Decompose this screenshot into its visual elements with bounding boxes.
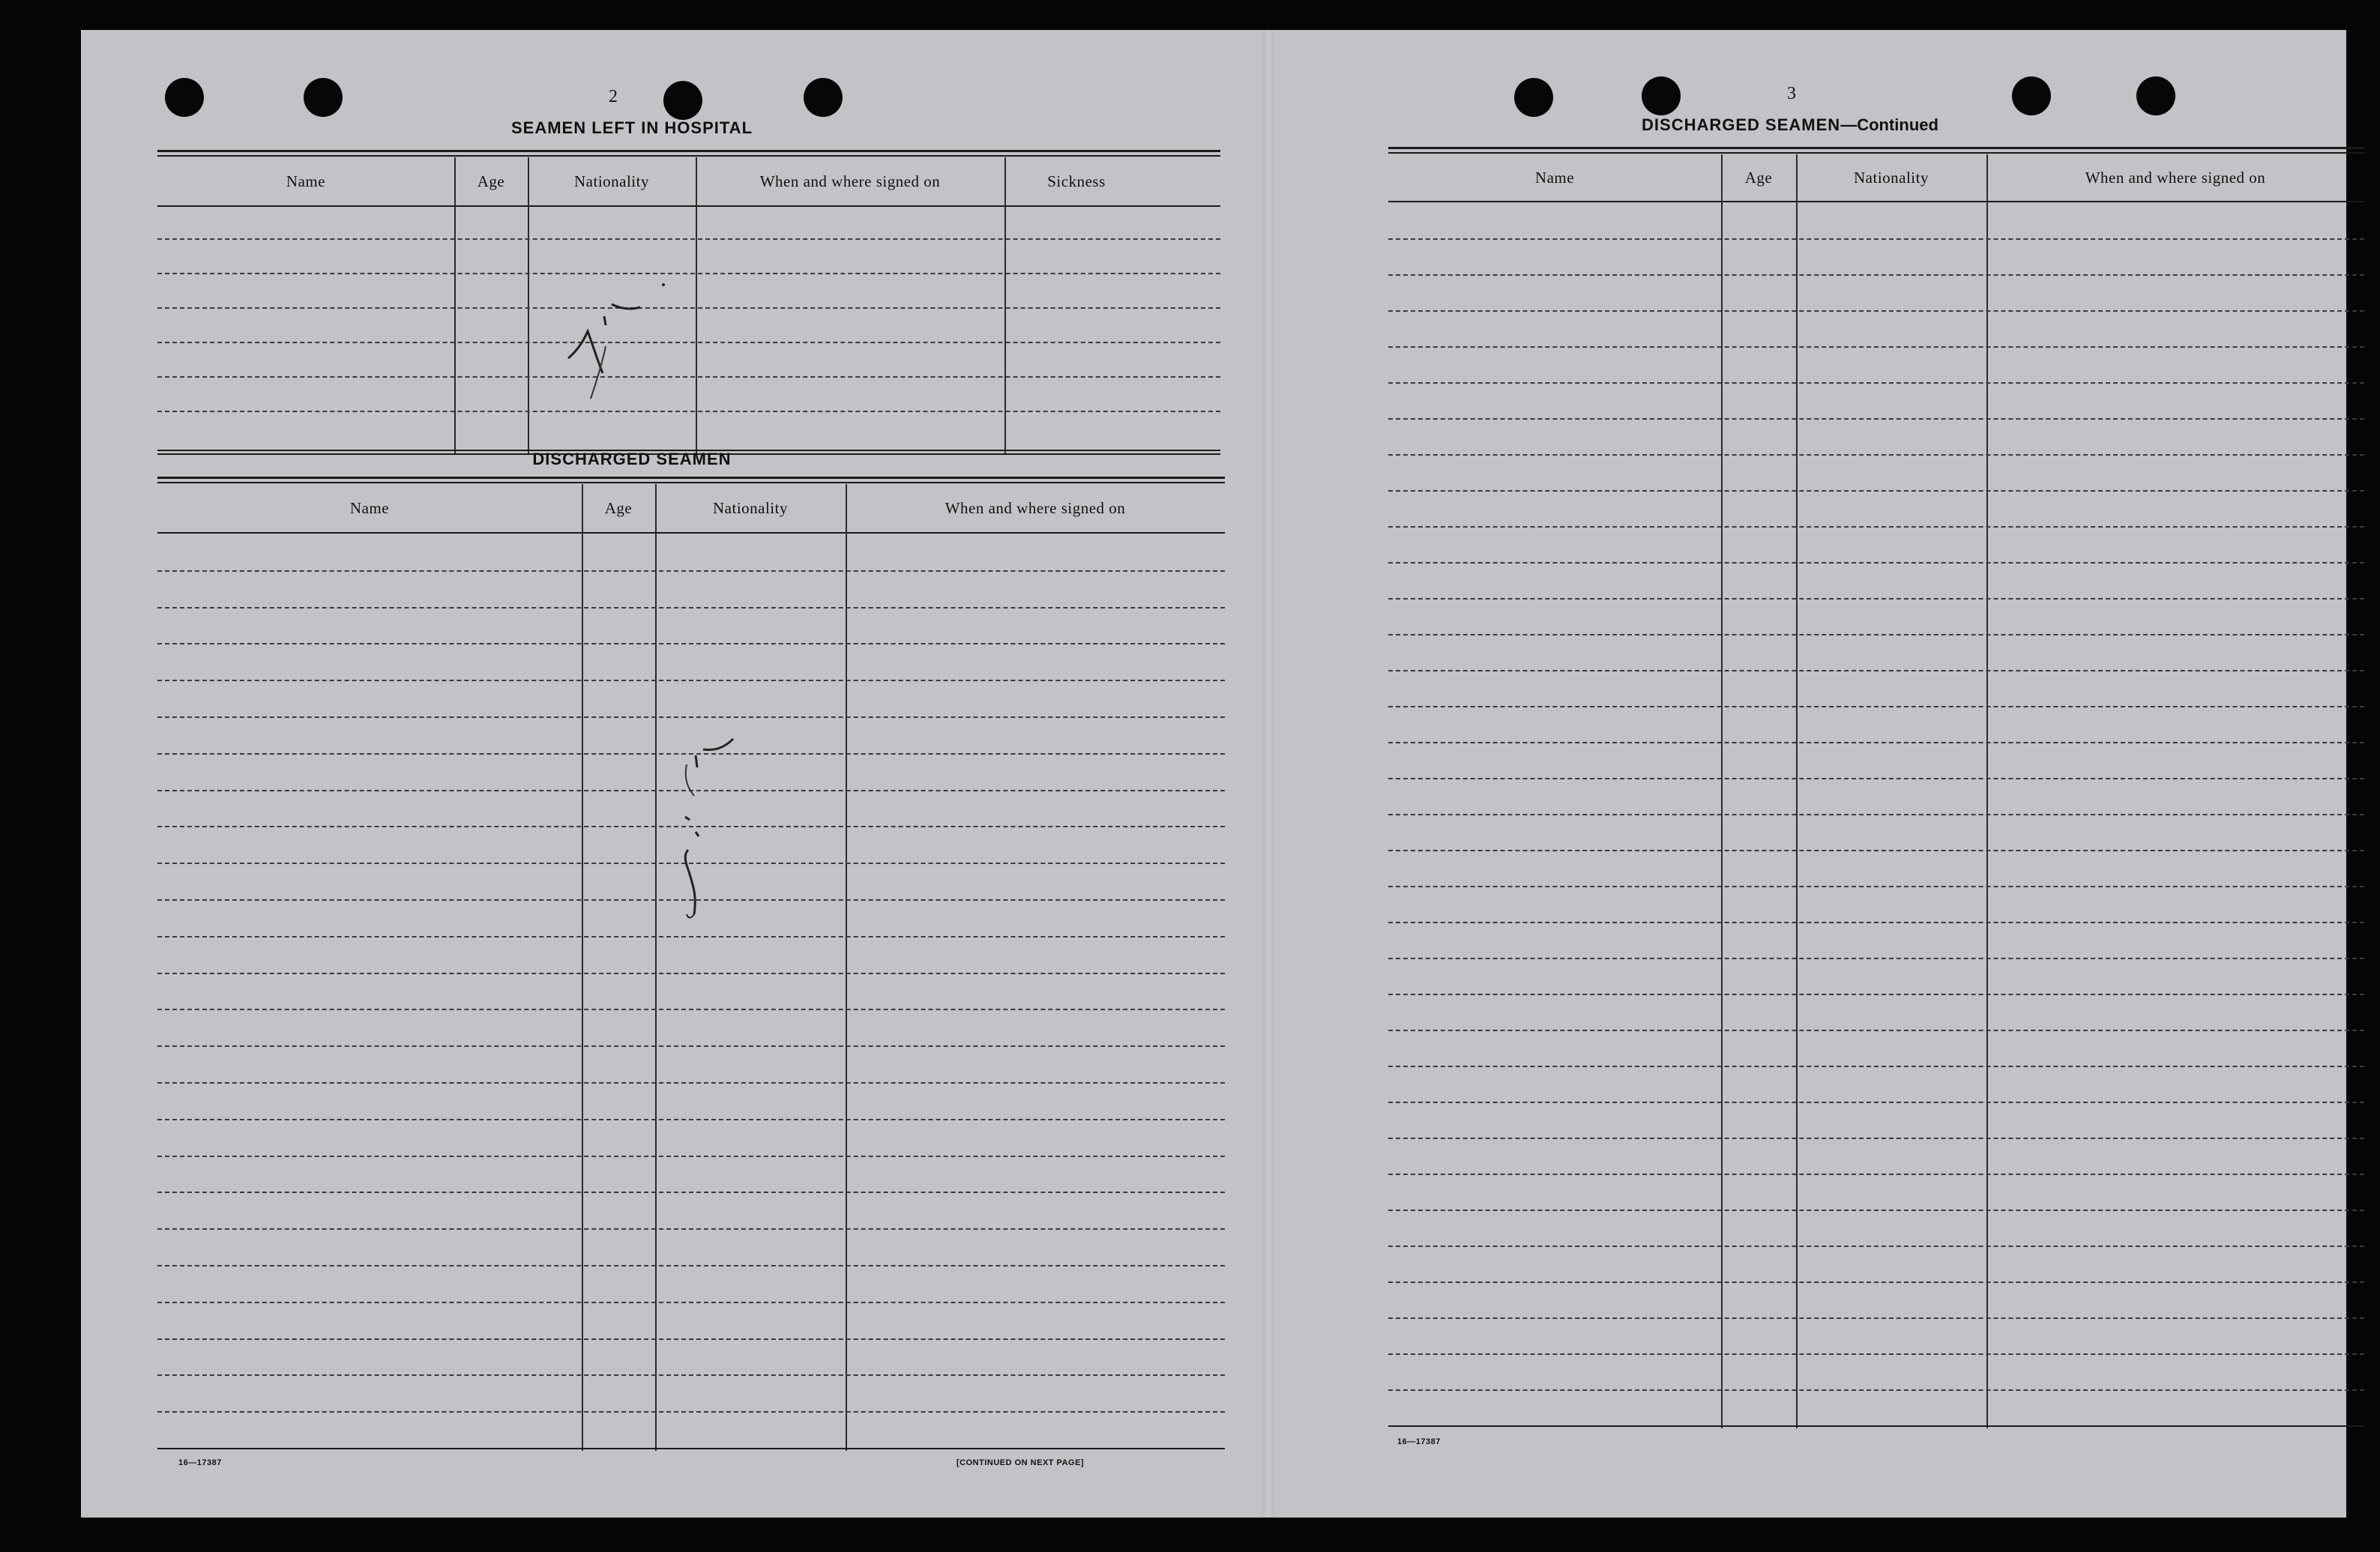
table-row [157,1192,1225,1193]
hospital-table-header [157,157,1220,205]
table-row [157,1228,1225,1230]
discharged-table [157,477,1225,1451]
table-row [1388,1281,2364,1283]
table-row [157,1082,1225,1084]
page-gutter [1262,30,1274,1518]
table-row [1388,814,2364,815]
table-row [157,1045,1225,1047]
table-row [1388,1210,2364,1211]
table-row [157,1009,1225,1010]
punch-hole [663,81,702,120]
table-row [1388,958,2364,959]
table-row [1388,418,2364,420]
table-row [1388,706,2364,707]
col-header-age: Age [1744,168,1773,187]
discharged-continued-title-main: DISCHARGED SEAMEN [1642,115,1841,134]
punch-hole [2136,76,2175,115]
table-row [1388,634,2364,635]
table-row [1388,886,2364,887]
table-row [1388,598,2364,600]
table-row [157,1265,1225,1266]
table-row [157,570,1225,572]
col-header-name: Name [1534,168,1575,187]
discharged-continued-title [1400,115,2180,135]
handwritten-nil-mark [606,734,741,929]
table-row [157,716,1225,718]
col-header-sickness: Sickness [1047,172,1106,190]
table-row [157,273,1220,274]
col-header-name: Name [349,498,390,517]
page-number-right: 3 [1787,84,1796,103]
table-row [1388,274,2364,276]
handwritten-nil-mark [561,270,688,420]
col-header-name: Name [286,172,326,190]
table-row [1388,1245,2364,1247]
table-row [157,411,1220,412]
table-row [1388,1389,2364,1391]
table-row [1388,238,2364,240]
table-row [1388,1102,2364,1103]
discharged-section-title: DISCHARGED SEAMEN [532,450,732,468]
table-row [1388,850,2364,851]
punch-hole [804,78,843,117]
table-row [157,376,1220,378]
table-row [1388,1353,2364,1355]
table-row [1388,1174,2364,1175]
discharged-continued-table [1388,147,2364,1433]
col-header-signed-on: When and where signed on [759,172,941,190]
table-row [1388,526,2364,528]
table-row [1388,346,2364,348]
table-row [157,973,1225,974]
punch-hole [304,78,343,117]
table-row [157,936,1225,937]
table-row [1388,994,2364,995]
table-row [157,238,1220,240]
table-row [1388,778,2364,779]
col-header-signed-on: When and where signed on [945,498,1126,517]
page-number-left: 2 [609,87,618,106]
table-row [1388,1138,2364,1139]
table-row [1388,562,2364,564]
table-row [1388,670,2364,671]
col-header-age: Age [604,498,633,517]
punch-hole [1642,76,1681,115]
form-number-right: 16—17387 [1397,1437,1441,1446]
col-header-age: Age [477,172,505,190]
punch-hole [2012,76,2051,115]
table-row [157,680,1225,681]
table-row [157,342,1220,343]
discharged-table-header [157,484,1225,532]
col-header-nationality: Nationality [713,498,788,517]
discharged-continued-title-suffix: —Continued [1840,115,1938,134]
table-row [1388,922,2364,923]
punch-hole [1514,78,1553,117]
punch-hole [165,78,204,117]
table-row [157,1338,1225,1340]
table-row [1388,454,2364,456]
form-number-left: 16—17387 [178,1458,222,1467]
col-header-nationality: Nationality [574,172,649,190]
continued-note: [CONTINUED ON NEXT PAGE] [956,1458,1085,1467]
table-row [157,1411,1225,1413]
table-row [157,1448,1225,1449]
document-page [81,30,2346,1518]
table-row [157,1119,1225,1120]
hospital-table [157,150,1220,454]
table-row [1388,382,2364,384]
hospital-section-title: SEAMEN LEFT IN HOSPITAL [510,118,753,137]
table-row [157,1156,1225,1157]
table-row [1388,1425,2364,1427]
table-row [157,307,1220,309]
table-row [157,1302,1225,1303]
discharged-continued-table-header [1388,154,2364,201]
table-row [1388,742,2364,743]
table-row [1388,490,2364,492]
table-row [157,643,1225,644]
table-row [157,607,1225,609]
table-row [157,1374,1225,1376]
table-row [1388,310,2364,312]
table-row [1388,1066,2364,1067]
col-header-signed-on: When and where signed on [2085,168,2266,187]
col-header-nationality: Nationality [1854,168,1929,187]
table-row [1388,1030,2364,1031]
table-row [1388,1317,2364,1319]
